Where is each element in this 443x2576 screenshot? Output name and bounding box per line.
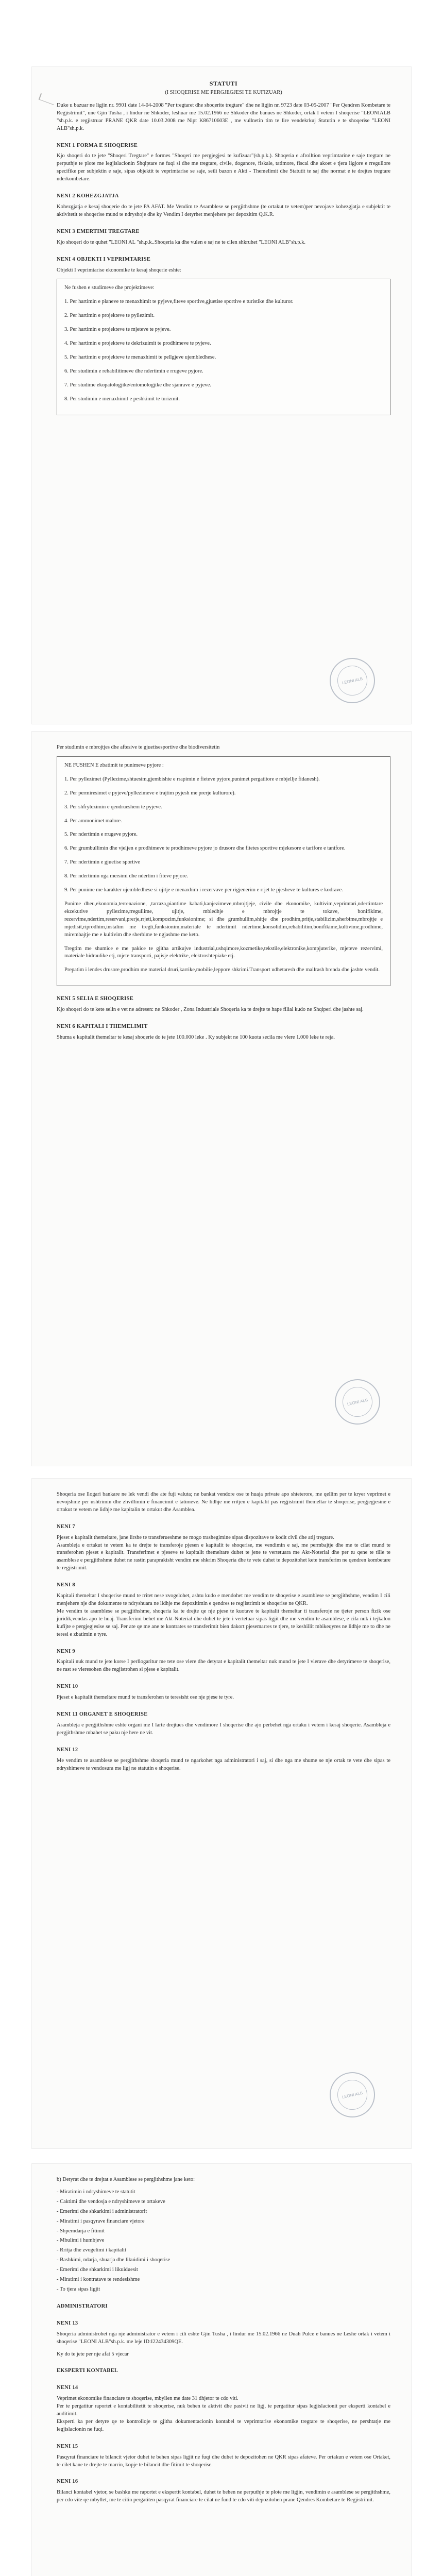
section-text: Ky do te jete per nje afat 5 vjecar (57, 2351, 129, 2357)
section-text: b) Detyrat dhe te drejtat e Asamblese se pergjithshme jane keto: (57, 2177, 195, 2182)
section-heading: NENI 9 (57, 1648, 75, 1654)
duties-list (57, 2189, 390, 2294)
list-item: - Bashkimi, ndarja, shuarja dhe likuidimi i shoqerise (57, 2257, 171, 2263)
list-item: 3. Per hartimin e projekteve te mjeteve te pyjeve. (64, 327, 171, 333)
section-heading: ADMINISTRATORI (57, 2303, 108, 2309)
section-heading: NENI 1 FORMA E SHOQERISE (57, 142, 138, 148)
stamp-text: LEONI ALB (347, 1397, 368, 1406)
section-heading: NENI 13 (57, 2320, 78, 2326)
document-page-2 (32, 732, 411, 1466)
list-item: 8. Per studimin e menaxhimit e peshkimit te turizmit. (64, 396, 180, 402)
section-heading: NENI 10 (57, 1684, 78, 1690)
section-text: Pjeset e kapitalit themeltare, jane lirshe te transferueshme ne mogo trashegimine sipas dispozitave te kodit civil dhe atij tregtare. Asambleja e ortakut te vetem ka te drejte te transferoje pjesen e kapitalit te shoqerise, me vendimin e saj, me permbajtje dhe me te cilat mund te transferohen pjeset e kapitalit. Transferimet e pjeseve te kapitalit themeltare duhet te jene te vertetuara me Akt-Noterial dhe per tu qene te tille te asamblese e pergjithshme duhet ne rastin paraprakisht vendim me shkrim Shoqeria dhe te vete duhet te depozitohet kete transferim ne qendren kombetare te regjistrimit. (57, 1534, 390, 1571)
list-item: 5. Per hartimin e projekteve te menaxhimit te pellgjeve ujembledhese. (64, 354, 216, 360)
stamp-text: LEONI ALB (342, 2090, 363, 2099)
section-heading: NENI 4 OBJEKTI I VEPRIMTARISE (57, 256, 151, 262)
page-content (57, 79, 390, 422)
objective-box (57, 279, 390, 415)
section-text: Shuma e kapitalit themeltar te kesaj shoqerie do te jete 100.000 leke . Ky subjekt ne 100 kuota secila me vlere 1.000 leke te reja. (57, 1034, 335, 1040)
section-text: Prepatim i lendes drusore,prodhim me material druri,karrike,mobilie,leppore shkrimi.Transport udhetaresh dhe mallrash brenda dhe jashte vendit. (64, 967, 380, 973)
list-item: 6. Per studimin e rehabilitimeve dhe ndertimin e rrugeve pyjore. (64, 368, 203, 374)
list-item: - Emerimi dhe shkarkimi i likuiduesit (57, 2267, 138, 2273)
section-text: Tregtim me shumice e me pakice te gjitha artikujve industrial,ushqimore,kozmetike,tekstile,elektronike,kompjuterike, mjeteve rezervimi, materiale hidraulike etj, mjete transporti, pajisje elektrike, elektroshtepiake etj. (64, 945, 383, 959)
section-text: Kjo shoqeri do te kete selin e vet ne adresen: ne Shkoder , Zona Industriale Shoqeria ka te drejte te hape filial kudo ne Shqiperi dhe jashte saj. (57, 1007, 364, 1013)
intro-paragraph: Duke u bazuar ne ligjin nr. 9901 date 14-04-2008 "Per tregtaret dhe shoqerite tregtare" dhe ne ligjin nr. 9723 date 03-05-2007 "Per Qendren Kombetare te Regjistrimit", une Gjin Tusha , i lindur ne Shkoder, leshuar me 15.02.1966 ne Shkoder dhe banues ne Shkoder, ortak I vetem I shoqerise "LEONIALB "sh.p.k. e regjistruar PRANE QKR date 10.03.2008 me Nipt K86710603E , me vullnetin tim te lire vendekrkuj Statutin e te shoqerise "LEONI ALB"sh.p.k. (57, 102, 390, 131)
company-stamp (326, 654, 379, 707)
objective-box (57, 756, 390, 986)
list-item: - Caktimi dhe vendosja e ndryshimeve te ortakeve (57, 2198, 165, 2205)
list-item: 1. Per pyllezimet (Pyllezime,shtuesim,gjembishte e rrapimin e fieteve pyjore,punimet pergatitore e mbjellje fidanesh). (64, 776, 320, 782)
section-heading: NENI 6 KAPITALI I THEMELIMIT (57, 1024, 148, 1030)
box-lead: Ne fushen e studimeve dhe projektimeve: (64, 285, 155, 291)
section-heading: NENI 7 (57, 1523, 75, 1530)
list-item: 7. Per studime ekopatologjike/entomologjike dhe sjanrave e pyjeve. (64, 382, 211, 388)
section-heading: NENI 12 (57, 1747, 78, 1753)
section-text: Asambleja e pergjithshme eshte organi me I larte drejtues dhe vendimore I shoqerise dhe ajo perbehet nga ortaku i vetem i kesaj shoqerie. Asambleja e pergjithshme mbahet se paku nje here ne vit. (57, 1722, 390, 1736)
list-item: 6. Per grumbullimin dhe vjeljen e prodhimeve te prodhimeve pyjore jo drusore dhe fitetes sportive mjekesore e tarifore e tanifore. (64, 845, 346, 852)
section-text: Pasqyrat financiare te bilancit vjetor duhet te behen sipas ligjit ne fuqi dhe duhet te depozitohen ne QKR sipas afateve. Per ortakun e vetem ose Ortaket, te cilet kane te drejte te marrin, kopje te bilancit dhe fitimit te shoqerise. (57, 2454, 390, 2468)
section-text: Pjeset e kapitalit themeltare mund te transferohen te teresisht ose nje pjese te tyre. (57, 1694, 234, 1701)
page-content (57, 2176, 390, 2509)
list-item: - Miratimi i pasqyrave financiare vjetore (57, 2218, 145, 2224)
section-text: Bilanci kontabel vjetor, se bashku me raportet e ekspertit kontabel, duhet te behen ne perputhje te plote me ligjin, vendimin e asamblese se pergjithshme, per cdo vite qe mbyllet, me te cilin pergatiten pasqyrat financiare te cilat ne fund te cdo viti depozitohen prane Qendres Kombetare te Regjistrimit. (57, 2489, 390, 2503)
section-text: Punime dheu,ekonomia,terrenazione, ,tarraza,piantime kabati,kanjezimeve,mbrojtjeje, civile dhe ekonomike, kultivim,veprimtari,ndertimtare ekzekutive pyllezime,rregullime, ujitje, mbledhje e mbrojtje te tokave, bonifikime, rezervime,ndertim,reservani,prerje,rrjeti,kompozim,funksionime; si dhe grumbullim,shitje dhe prodhim,pritje,stabilizim,sherbime,mbrojtje e mjedisit,riprodhim,instalim me tregti,funksionim,materiale te ndertimit ndertime,konsolidim,rehabilitim,bonifikime,kultivime,prodhime, mirembajtje me e kultivim dhe sherbime te ngjashme me keto. (64, 901, 383, 938)
list-item: 3. Per shfrytezimin e qendrueshem te pyjeve. (64, 804, 162, 810)
list-item: 4. Per hartimin e projekteve te dekrizuimit te prodhimeve te pyjeve. (64, 341, 211, 347)
document-page-1 (32, 67, 411, 724)
section-text: Veprimet ekonomike financiare te shoqerise, mbyllen me date 31 dhjetor te cdo viti. Per te pergatitur raportet e kontabilitetit te shoqerise, nuk behen te aktivit dhe pasivit ne ligj, te pergatitur sipas legjislacionit per eksperti kontabel e auditimit. Eksperti ka per detyre qe te kontrolloje te gjitha dokumentacionin kontabel te veprimtarise ekonomike tregtare te shoqerise, ne pershtatje me legjislacionin ne fuqi. (57, 2396, 390, 2432)
section-text: Per studimin e mbrojtjes dhe aftesive te gjuetisesportive dhe biodiversitetin (57, 744, 220, 750)
section-text: Me vendim te asamblese se pergjithshme shoqeria mund te ngarkohet nga administratori i saj, si dhe nga me shume se nje ortak te vete dhe sipas te ndryshimeve te vendosura me ligj ne statutin e shoqerise. (57, 1757, 390, 1771)
list-item: - Miratimin i ndryshimeve te statutit (57, 2189, 135, 2195)
section-heading: NENI 14 (57, 2385, 78, 2391)
company-stamp (326, 2068, 379, 2122)
list-item: 4. Per ammonimet malore. (64, 818, 122, 824)
section-heading: EKSPERTI KONTABEL (57, 2368, 118, 2374)
list-item: 7. Per ndertimin e gjuetise sportive (64, 859, 140, 866)
section-heading: NENI 2 KOHEZGJATJA (57, 193, 119, 199)
box-lead: NE FUSHEN E zbatimit te punimeve pyjore : (64, 762, 164, 768)
section-text: Shoqeria administrohet nga nje administrator e vetem i cili eshte Gjin Tusha , i lindur me 15.02.1966 ne Duah Pulce e banues ne Leshe ortak i vetem i shoqerise "LEONI ALB"sh.p.k. me leje ID:I22434309QE. (57, 2331, 390, 2345)
list-item: - Emerimi dhe shkarkimi i administratorit (57, 2208, 147, 2214)
list-item: 5. Per ndertimin e rrugeve pyjore. (64, 832, 138, 838)
list-item: - Shperndarja e fitimit (57, 2228, 105, 2234)
document-title: STATUTI (209, 80, 238, 87)
stamp-text: LEONI ALB (342, 676, 363, 685)
section-heading: NENI 16 (57, 2479, 78, 2485)
list-item: 1. Per hartimin e planeve te menaxhimit te pyjeve,fiteve sportive,gjuetise sportive e turistike dhe kulturor. (64, 299, 294, 305)
company-stamp (331, 1375, 384, 1429)
list-item: - Rritja dhe zvogelimi i kapitalit (57, 2247, 127, 2253)
list-item: - Miratimi i kontratave te rendesishme (57, 2277, 140, 2283)
list-item: - Mbulimi i humbjeve (57, 2238, 105, 2244)
section-heading: NENI 15 (57, 2443, 78, 2449)
document-page-3 (32, 1479, 411, 2148)
document-subtitle: (I SHOQERISE ME PERGJEGJESI TE KUFIZUAR) (165, 90, 282, 96)
list-item: 8. Per ndertimin nga mersimi dhe ndertim i fiteve pyjore. (64, 873, 188, 879)
section-text: Kapitali themeltar I shoqerise mund te rritet nese zvogelohet, ashtu kudo e mendohet me vendim te shoqerise e asamblese se pergjithshme, vendim I cili menjehere nje dhe dokumente te ndryshuara ne lidhje me depozitimin e qendres te regjistrimit te shoqerise ne QKR. Me vendim te asamblese se pergjithshme, shoqeria ka te drejte qe nje pjese te kuotave te kapitalit themeltar ti transferoje ne tjeter person fizik ose juridik,vendas apo te huaj. Transferimi behet me Akt-Noterial dhe duhet te jete i vertetuar sipas ligjit dhe me vendim te asamblese, e cila nuk i tejkalon kufijte e pergjegjesise se saj. Per ate qe me ane te kontrates se transferimit bien dakort pjesemarres te tjere, te keshillit mbikeqyres ne lidhje me to dhe ne teresi e zbatimin e tyre. (57, 1593, 390, 1637)
list-item: 2. Per hartimin e projekteve te pyllezimit. (64, 313, 155, 319)
page-content (57, 744, 390, 1046)
section-text: Kapitali nuk mund te jete korse I perllogaritur me tete ose vlere dhe detyrat e kapitalit themeltar nuk mund te jete I vlerave dhe detyrimeve te shoqerise, ne rast se vleresohen dhe regjistrohen si pjese e kapitalit. (57, 1659, 390, 1673)
page-content (57, 1491, 390, 1777)
margin-mark (39, 93, 57, 105)
section-heading: NENI 8 (57, 1582, 75, 1588)
section-heading: NENI 5 SELIA E SHOQERISE (57, 996, 134, 1002)
section-heading: NENI 3 EMERTIMI TREGTARE (57, 228, 140, 234)
list-item: - To tjera sipas ligjit (57, 2286, 100, 2292)
section-text: Objekti I veprimtarise ekonomike te kesaj shoqerie eshte: (57, 267, 181, 273)
section-text: Kjo shoqeri do te jete "Shoqeri Tregtare" e formes "Shoqeri me pergjegjesi te kufizuar"(sh.p.k.). Shoqeria e afrolltion veprimtarine e saje tregtare ne perputhje te plote me legjislacionin Shqiptare ne fuqi si dhe me tregtare, civile, doganore, fiskale, tatimore, fiscal dhe akoet e tjera ligjore e rregullore specifike per subjektin e saje, sipas objektit te veprimtarise se saje, seili bazon e Akti - Themelimit dhe Statutit te saj dhe normat e te drejtes tregtare nderkombetare. (57, 153, 390, 182)
section-heading: NENI 11 ORGANET E SHOQERISE (57, 1711, 148, 1718)
section-text: Kjo shoqeri do te quhet "LEONI AL "sh.p.k..Shoqeria ka dhe vulen e saj ne te cilen shkruhet "LEONI ALB"sh.p.k. (57, 239, 306, 245)
list-item: 9. Per punime me karakter ujembledhese si ujitje e menaxhim i rezervave per rigjenerim e rrjet te pjesheve te kultures e kodrave. (64, 887, 343, 893)
section-text: Shoqeria ose llogari bankare ne lek vendi dhe ate fuji valuta; ne bankat vendore ose te huaja private apo shteterore, me qellim per te kryer veprimet e nevojshme per ushtrimin dhe zhvillimin e financimit e tatimeve. Ne lidhje me rritjen e kapitalit pas regjistrimit themeltar te shoqerise, pergjegjesine e ortakut te vetem ne lidhje me kapitalin te ortakut dhe Asamblea. (57, 1492, 390, 1513)
section-text: Kohezgjatja e kesaj shoqerie do te jete PA AFAT. Me Vendim te Asamblese se pergjithshme (te ortakut te vetem)per nevojave kohezgjatja e subjektit te aktivitetit te shoqerise mund te ndryshoje dhe ky Vendim I detyrhet menjehere per depozitim Q.K.R. (57, 204, 390, 217)
list-item: 2. Per permiresimet e pyjeve/pyllezimeve e trajtim pyjesh me prerje kulturore). (64, 790, 236, 796)
document-page-4 (32, 2164, 411, 2576)
